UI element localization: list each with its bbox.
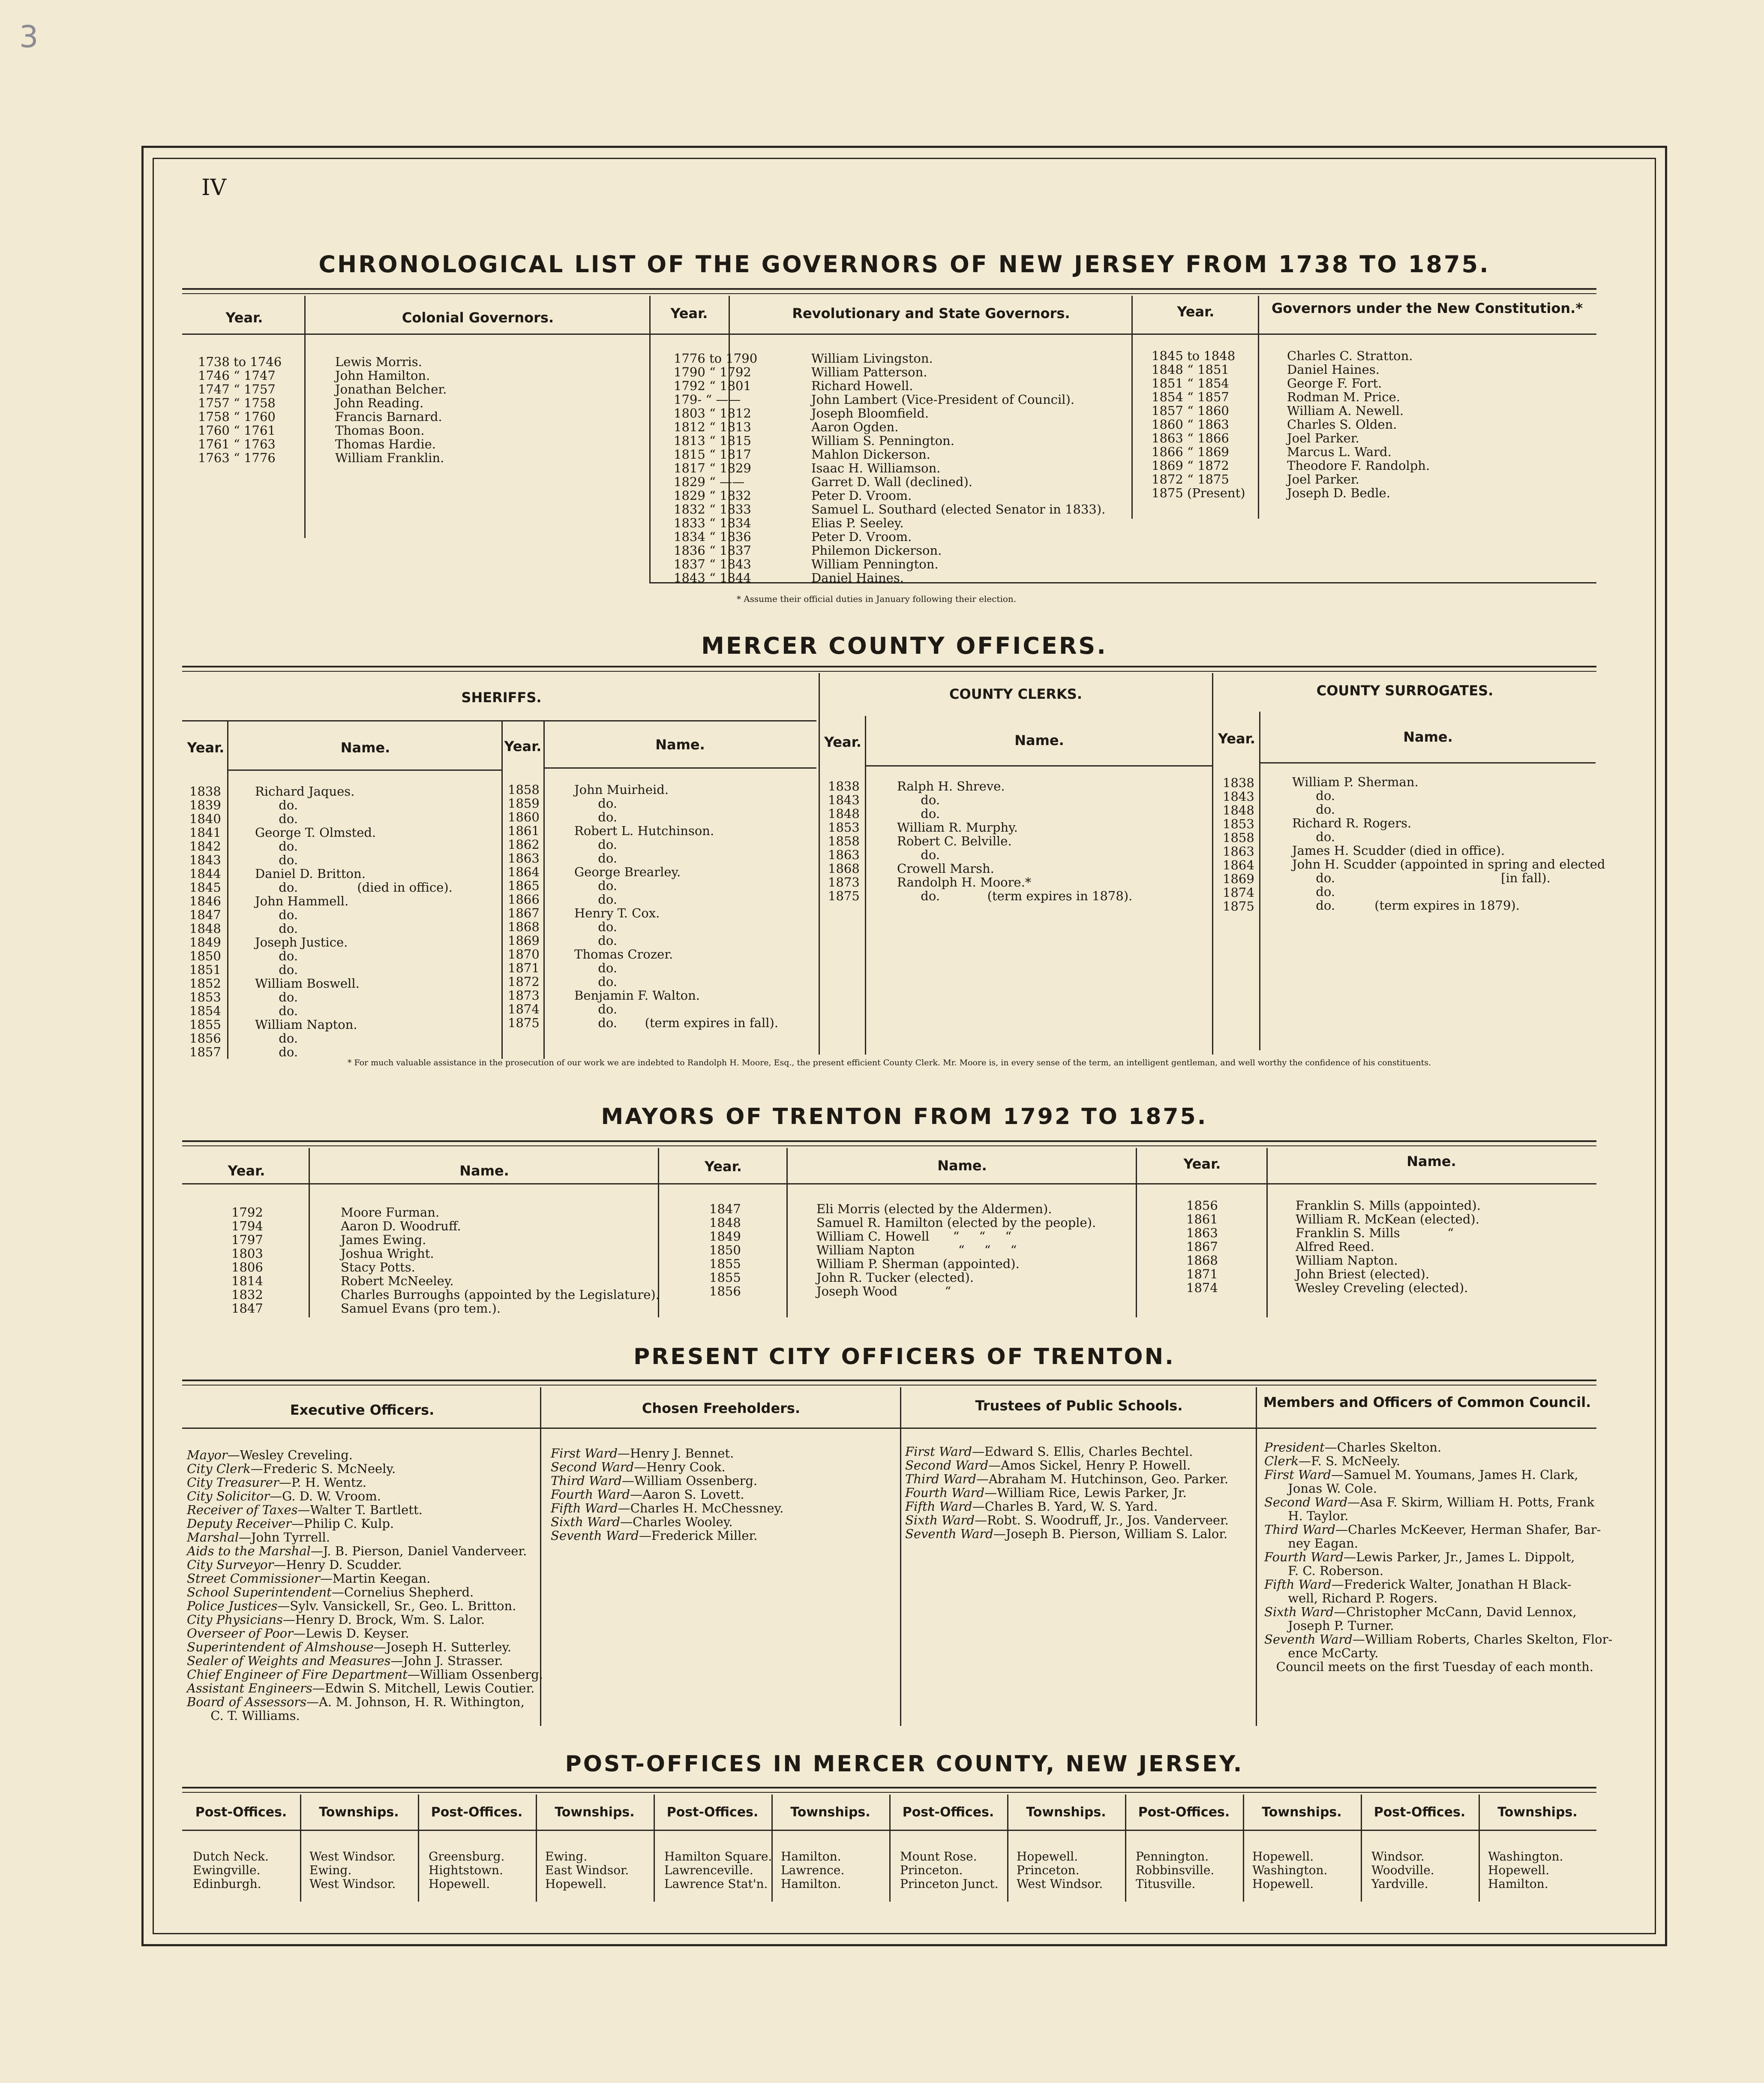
mayors-h-name1: Name.	[459, 1163, 509, 1179]
mercer-divider-surrogates	[1212, 673, 1213, 1055]
gov-h-year3: Year.	[1177, 304, 1215, 320]
city-rule-top2	[182, 1385, 1596, 1386]
colonial-years: 1738 to 1746 1746 “ 1747 1747 “ 1757 1757 “ 1758 1758 “ 1760 1760 “ 1761 1761 “ 1763 1763 “ 1776	[198, 355, 282, 465]
exec-officers-list	[187, 1448, 543, 1722]
office-title: Third Ward	[551, 1473, 622, 1488]
office-title: City Treasurer	[187, 1475, 279, 1490]
trust-entry	[905, 1527, 1229, 1541]
council-entry	[1264, 1632, 1612, 1646]
sheriffs-h-name2: Name.	[655, 736, 705, 753]
sheriffs-name-rule2	[543, 767, 816, 769]
post-office-names: Mount Rose. Princeton. Princeton Junct.	[900, 1849, 999, 1891]
council-entry	[1264, 1578, 1612, 1591]
trust-entry	[905, 1445, 1229, 1458]
townships-header: Townships.	[1026, 1805, 1106, 1820]
office-holder: —Martin Keegan.	[320, 1571, 431, 1586]
sheriffs-years-2: 1858 1859 1860 1861 1862 1863 1864 1865 1866 1867 1868 1869 1870 1871 1872 1873 1874 1875	[508, 782, 540, 1030]
sheriffs-heading: SHERIFFS.	[461, 689, 542, 706]
office-holder: —Charles H. McChessney.	[618, 1501, 784, 1515]
sheriffs-name-rule1	[227, 769, 501, 771]
exec-entry	[187, 1668, 543, 1681]
city-title: PRESENT CITY OFFICERS OF TRENTON.	[633, 1344, 1175, 1370]
office-holder: —Edward S. Ellis, Charles Bechtel.	[972, 1444, 1193, 1459]
mayors-div1	[309, 1148, 310, 1317]
post-offices-header: Post-Offices.	[195, 1805, 287, 1820]
office-title: Seventh Ward	[905, 1527, 993, 1541]
office-holder: —F. S. McNeely.	[1299, 1454, 1401, 1468]
office-title: Street Commissioner	[187, 1571, 320, 1586]
office-title: Receiver of Taxes	[187, 1503, 298, 1517]
office-title: Sixth Ward	[905, 1513, 975, 1527]
council-entry	[1264, 1454, 1612, 1468]
freeholders-heading: Chosen Freeholders.	[642, 1400, 801, 1416]
free-entry	[551, 1515, 783, 1529]
office-title: First Ward	[551, 1446, 618, 1461]
mayors-years-3: 1856 1861 1863 1867 1868 1871 1874	[1186, 1198, 1218, 1295]
mayors-rule-top	[182, 1140, 1596, 1142]
mayors-years-2: 1847 1848 1849 1850 1855 1855 1856	[709, 1202, 741, 1298]
clerks-h-year: Year.	[824, 734, 861, 750]
office-title: Chief Engineer of Fire Department	[187, 1667, 408, 1682]
post-office-names: Pennington. Robbinsville. Titusville.	[1136, 1849, 1215, 1891]
township-names: Hamilton. Lawrence. Hamilton.	[781, 1849, 845, 1891]
governors-title: CHRONOLOGICAL LIST OF THE GOVERNORS OF NEW JERSEY FROM 1738 TO 1875.	[318, 251, 1490, 278]
council-entry	[1264, 1509, 1612, 1523]
council-entry	[1264, 1646, 1612, 1660]
sheriffs-h-year1: Year.	[187, 739, 225, 756]
office-holder: —Lewis D. Keyser.	[293, 1626, 409, 1641]
office-title: First Ward	[905, 1444, 972, 1459]
exec-entry	[187, 1709, 543, 1722]
office-title: Mayor	[187, 1448, 228, 1462]
office-title: City Physicians	[187, 1612, 283, 1627]
office-holder: —Frederick Walter, Jonathan H Black-	[1331, 1577, 1572, 1592]
gov-divider-2	[649, 296, 651, 583]
council-entry	[1264, 1468, 1612, 1482]
office-holder: —Joseph B. Pierson, William S. Lalor.	[993, 1527, 1228, 1541]
sheriffs-h-year2: Year.	[504, 738, 542, 754]
exec-entry	[187, 1544, 543, 1558]
office-title: City Solicitor	[187, 1489, 270, 1503]
office-title: Second Ward	[1264, 1495, 1348, 1509]
townships-header: Townships.	[319, 1805, 399, 1820]
sheriffs-names-1: Richard Jaques. do. do. George T. Olmsted. do. do. Daniel D. Britton. do. (died in office). John Hammell. do. do. Joseph Justice. do. do. William Boswell. do. do. William Napton. do. do.	[255, 784, 453, 1059]
post-title: POST-OFFICES IN MERCER COUNTY, NEW JERSEY.	[565, 1751, 1244, 1777]
office-title: Aids to the Marshal	[187, 1544, 311, 1558]
office-holder: —J. B. Pierson, Daniel Vanderveer.	[310, 1544, 527, 1558]
council-list	[1264, 1440, 1612, 1674]
office-title: Fifth Ward	[905, 1499, 972, 1514]
sheriffs-h-name1: Name.	[340, 739, 390, 756]
trust-entry	[905, 1472, 1229, 1486]
office-title: Fourth Ward	[905, 1485, 985, 1500]
office-holder: Jonas W. Cole.	[1264, 1481, 1377, 1496]
townships-header: Townships.	[555, 1805, 635, 1820]
council-entry	[1264, 1591, 1612, 1605]
surrogates-names: William P. Sherman. do. do. Richard R. Rogers. do. James H. Scudder (died in office). John H. Scudder (appointed in spring and elected do. [in fall). do. do. (term expires in 1879).	[1292, 775, 1605, 913]
surrogates-years: 1838 1843 1848 1853 1858 1863 1864 1869 1874 1875	[1223, 775, 1254, 914]
exec-entry	[187, 1599, 543, 1613]
office-holder: —Robt. S. Woodruff, Jr., Jos. Vanderveer.	[975, 1513, 1229, 1527]
office-title: Seventh Ward	[551, 1528, 639, 1543]
governors-footnote: * Assume their official duties in January following their election.	[736, 594, 1017, 604]
mercer-rule-top	[182, 666, 1596, 667]
township-names: Ewing. East Windsor. Hopewell.	[545, 1849, 629, 1891]
office-holder: —Frederick Miller.	[639, 1528, 758, 1543]
council-entry	[1264, 1482, 1612, 1495]
office-holder: —Asa F. Skirm, William H. Potts, Frank	[1347, 1495, 1595, 1509]
gov-h-year1: Year.	[225, 310, 263, 326]
mayors-h-name2: Name.	[937, 1157, 987, 1174]
new-constitution-names: Charles C. Stratton. Daniel Haines. George F. Fort. Rodman M. Price. William A. Newell. Charles S. Olden. Joel Parker. Marcus L. Ward. Theodore F. Randolph. Joel Parker. Joseph D. Bedle.	[1287, 349, 1430, 500]
office-holder: —Amos Sickel, Henry P. Howell.	[988, 1458, 1191, 1473]
office-title: Second Ward	[551, 1460, 634, 1474]
clerks-h-name: Name.	[1014, 732, 1064, 748]
office-title: City Clerk	[187, 1461, 251, 1476]
office-holder: —Cornelius Shepherd.	[331, 1585, 474, 1599]
office-title: Fifth Ward	[1264, 1577, 1332, 1592]
post-office-names: Dutch Neck. Ewingville. Edinburgh.	[193, 1849, 269, 1891]
state-years: 1776 to 1790 1790 “ 1792 1792 “ 1801 179- “ —— 1803 “ 1812 1812 “ 1813 1813 “ 1815 1815 “ 1817 1817 “ 1829 1829 “ —— 1829 “ 1832 1832 “ 1833 1833 “ 1834 1834 “ 1836 1836 “ 1837 1837 “ 1843 1843 “ 1844	[674, 351, 758, 585]
office-holder: ney Eagan.	[1264, 1536, 1358, 1551]
townships-header: Townships.	[790, 1805, 870, 1820]
mayors-div3	[786, 1148, 788, 1317]
exec-entry	[187, 1448, 543, 1462]
office-holder: —Frederic S. McNeely.	[250, 1461, 396, 1476]
council-entry	[1264, 1564, 1612, 1578]
office-holder: —Wesley Creveling.	[227, 1448, 353, 1462]
mayors-div5	[1266, 1148, 1268, 1317]
post-office-names: Windsor. Woodville. Yardville.	[1371, 1849, 1434, 1891]
office-holder: —P. H. Wentz.	[279, 1475, 367, 1490]
post-offices-header: Post-Offices.	[902, 1805, 994, 1820]
clerks-years: 1838 1843 1848 1853 1858 1863 1868 1873 1875	[828, 779, 860, 903]
exec-entry	[187, 1695, 543, 1709]
new-constitution-years: 1845 to 1848 1848 “ 1851 1851 “ 1854 1854 “ 1857 1857 “ 1860 1860 “ 1863 1863 “ 1866 1866 “ 1869 1869 “ 1872 1872 “ 1875 1875 (Present)	[1152, 349, 1245, 500]
free-entry	[551, 1460, 783, 1474]
trust-entry	[905, 1458, 1229, 1472]
exec-entry	[187, 1489, 543, 1503]
office-title: Deputy Receiver	[187, 1516, 291, 1531]
gov-h-revolutionary: Revolutionary and State Governors.	[792, 305, 1070, 322]
sheriffs-years-1: 1838 1839 1840 1841 1842 1843 1844 1845 1846 1847 1848 1849 1850 1851 1852 1853 1854 1855 1856 1857	[189, 784, 221, 1059]
gov-divider-5	[1258, 296, 1259, 519]
office-holder: —Charles B. Yard, W. S. Yard.	[972, 1499, 1158, 1514]
free-entry	[551, 1474, 783, 1488]
clerks-names: Ralph H. Shreve. do. do. William R. Murphy. Robert C. Belville. do. Crowell Marsh. Randolph H. Moore.* do. (term expires in 1878).	[897, 779, 1133, 903]
office-holder: —William Rice, Lewis Parker, Jr.	[984, 1485, 1187, 1500]
post-offices-header: Post-Offices.	[1138, 1805, 1230, 1820]
exec-entry	[187, 1654, 543, 1668]
mayors-years-1: 1792 1794 1797 1803 1806 1814 1832 1847	[231, 1205, 263, 1316]
office-holder: —Lewis Parker, Jr., James L. Dippolt,	[1344, 1550, 1575, 1564]
mercer-rule-top2	[182, 671, 1596, 672]
governors-rule-top	[182, 288, 1596, 290]
surrogates-name-rule	[1259, 762, 1596, 763]
city-header-rule	[182, 1428, 1596, 1429]
office-holder: —G. D. W. Vroom.	[270, 1489, 381, 1503]
council-entry	[1264, 1550, 1612, 1564]
city-div3	[1256, 1387, 1257, 1726]
post-rule-top2	[182, 1792, 1596, 1793]
trust-entry	[905, 1486, 1229, 1500]
exec-entry	[187, 1585, 543, 1599]
trust-entry	[905, 1513, 1229, 1527]
office-holder: ence McCarty.	[1264, 1646, 1379, 1660]
post-office-names: Hamilton Square. Lawrenceville. Lawrence Stat'n.	[664, 1849, 772, 1891]
office-title: Fourth Ward	[1264, 1550, 1344, 1564]
office-title: Second Ward	[905, 1458, 989, 1473]
surrogates-h-name: Name.	[1403, 729, 1453, 745]
office-title: Superintendent of Almshouse	[187, 1640, 374, 1654]
office-holder: —Henry D. Scudder.	[273, 1557, 402, 1572]
clerks-col-div	[865, 716, 866, 1055]
office-holder: —Samuel M. Youmans, James H. Clark,	[1331, 1467, 1578, 1482]
exec-entry	[187, 1613, 543, 1626]
office-title: Sealer of Weights and Measures	[187, 1653, 391, 1668]
free-entry	[551, 1501, 783, 1515]
mayors-h-year3: Year.	[1183, 1156, 1221, 1172]
mayors-header-rule	[182, 1183, 1596, 1184]
mayors-names-2: Eli Morris (elected by the Aldermen). Samuel R. Hamilton (elected by the people). William C. Howell “ “ “ William Napton “ “ “ William P. Sherman (appointed). John R. Tucker (elected). Joseph Wood “	[816, 1202, 1096, 1298]
exec-entry	[187, 1681, 543, 1695]
colonial-names: Lewis Morris. John Hamilton. Jonathan Belcher. John Reading. Francis Barnard. Thomas Boon. Thomas Hardie. William Franklin.	[335, 355, 447, 465]
exec-entry	[187, 1462, 543, 1476]
office-holder: Joseph P. Turner.	[1264, 1618, 1394, 1633]
mayors-h-name3: Name.	[1407, 1153, 1456, 1169]
mercer-footnote: * For much valuable assistance in the prosecution of our work we are indebted to Randolph H. Moore, Esq., the present efficient County Clerk. Mr. Moore is, in every sense of the term, an intelligent gentleman, and well worthy the confidence of his constituents.	[347, 1058, 1431, 1067]
exec-entry	[187, 1530, 543, 1544]
office-holder: —Charles Wooley.	[620, 1515, 733, 1529]
office-title: Overseer of Poor	[187, 1626, 294, 1641]
council-entry	[1264, 1495, 1612, 1509]
office-title: School Superintendent	[187, 1585, 332, 1599]
council-entry	[1264, 1536, 1612, 1550]
exec-heading: Executive Officers.	[290, 1402, 435, 1418]
trust-entry	[905, 1500, 1229, 1513]
township-names: Hopewell. Princeton. West Windsor.	[1017, 1849, 1103, 1891]
gov-h-colonial: Colonial Governors.	[402, 310, 554, 326]
sheriffs-names-2: John Muirheid. do. do. Robert L. Hutchinson. do. do. George Brearley. do. do. Henry T. Cox. do. do. Thomas Crozer. do. do. Benjamin F. Walton. do. do. (term expires in fall).	[574, 782, 779, 1030]
office-title: Third Ward	[1264, 1522, 1335, 1537]
office-holder: —Sylv. Vansickell, Sr., Geo. L. Britton.	[277, 1599, 516, 1613]
surrogates-h-year: Year.	[1218, 730, 1255, 747]
sheriffs-col-div3	[543, 720, 545, 1059]
gov-divider-4	[1131, 296, 1133, 519]
exec-entry	[187, 1572, 543, 1585]
mayors-title: MAYORS OF TRENTON FROM 1792 TO 1875.	[601, 1104, 1208, 1130]
post-rule-top	[182, 1787, 1596, 1788]
city-div2	[900, 1387, 901, 1726]
office-holder: well, Richard P. Rogers.	[1264, 1591, 1438, 1605]
state-names: William Livingston. William Patterson. Richard Howell. John Lambert (Vice-President of Council). Joseph Bloomfield. Aaron Ogden. William S. Pennington. Mahlon Dickerson. Isaac H. Williamson. Garret D. Wall (declined). Peter D. Vroom. Samuel L. Southard (elected Senator in 1833). Elias P. Seeley. Peter D. Vroom. Philemon Dickerson. William Pennington. Daniel Haines.	[811, 351, 1106, 585]
freeholders-list	[551, 1446, 783, 1542]
office-holder: —Edwin S. Mitchell, Lewis Coutier.	[312, 1681, 535, 1695]
township-names: Washington. Hopewell. Hamilton.	[1488, 1849, 1563, 1891]
mayors-names-3: Franklin S. Mills (appointed). William R. McKean (elected). Franklin S. Mills “ Alfred Reed. William Napton. John Briest (elected). Wesley Creveling (elected).	[1296, 1198, 1481, 1295]
mercer-divider-clerks	[819, 673, 820, 1055]
office-title: Board of Assessors	[187, 1695, 306, 1709]
office-title: Clerk	[1264, 1454, 1299, 1468]
council-entry	[1264, 1619, 1612, 1632]
exec-entry	[187, 1503, 543, 1517]
free-entry	[551, 1529, 783, 1542]
office-holder: —Henry D. Brock, Wm. S. Lalor.	[282, 1612, 485, 1627]
council-entry	[1264, 1660, 1612, 1674]
post-offices-header: Post-Offices.	[1374, 1805, 1466, 1820]
township-names: West Windsor. Ewing. West Windsor.	[309, 1849, 396, 1891]
city-rule-top	[182, 1380, 1596, 1381]
office-title: Sixth Ward	[1264, 1605, 1334, 1619]
gov-bottom-rule	[649, 582, 1596, 583]
office-title: Seventh Ward	[1264, 1632, 1353, 1647]
post-office-names: Greensburg. Hightstown. Hopewell.	[429, 1849, 505, 1891]
sheriffs-subrule	[182, 720, 816, 721]
office-holder: —Aaron S. Lovett.	[630, 1487, 744, 1502]
office-holder: —William Roberts, Charles Skelton, Flor-	[1352, 1632, 1613, 1647]
office-holder: —William Ossenberg.	[621, 1473, 758, 1488]
trustees-heading: Trustees of Public Schools.	[975, 1398, 1183, 1414]
office-holder: —Philip C. Kulp.	[291, 1516, 394, 1531]
exec-entry	[187, 1558, 543, 1572]
office-holder: —Henry Cook.	[634, 1460, 726, 1474]
office-holder: —Charles McKeever, Herman Shafer, Bar-	[1335, 1522, 1601, 1537]
office-title: President	[1264, 1440, 1325, 1455]
office-title: Marshal	[187, 1530, 239, 1545]
free-entry	[551, 1488, 783, 1501]
sheriffs-col-div2	[501, 720, 503, 1059]
office-holder: —John Tyrrell.	[238, 1530, 330, 1545]
surrogates-heading: COUNTY SURROGATES.	[1316, 682, 1494, 699]
gov-divider-1	[304, 296, 306, 538]
governors-rule-top2	[182, 293, 1596, 294]
office-holder: F. C. Roberson.	[1264, 1563, 1384, 1578]
office-holder: —Henry J. Bennet.	[618, 1446, 734, 1461]
mayors-div4	[1136, 1148, 1137, 1317]
office-holder: —A. M. Johnson, H. R. Withington,	[306, 1695, 525, 1709]
office-title: Third Ward	[905, 1472, 976, 1486]
sheriffs-col-div1	[227, 720, 228, 1059]
office-holder: H. Taylor.	[1264, 1509, 1349, 1523]
council-entry	[1264, 1523, 1612, 1536]
clerks-name-rule	[865, 765, 1212, 766]
exec-entry	[187, 1517, 543, 1530]
office-holder: —Joseph H. Sutterley.	[373, 1640, 512, 1654]
office-title: City Surveyor	[187, 1557, 274, 1572]
council-heading: Members and Officers of Common Council.	[1263, 1394, 1591, 1410]
office-title: Sixth Ward	[551, 1515, 621, 1529]
exec-entry	[187, 1640, 543, 1654]
free-entry	[551, 1446, 783, 1460]
post-offices-header: Post-Offices.	[666, 1805, 759, 1820]
mayors-h-year2: Year.	[705, 1158, 742, 1175]
office-title: Assistant Engineers	[187, 1681, 312, 1695]
exec-entry	[187, 1626, 543, 1640]
mayors-names-1: Moore Furman. Aaron D. Woodruff. James Ewing. Joshua Wright. Stacy Potts. Robert McNeeley. Charles Burroughs (appointed by the Legislature). Samuel Evans (pro tem.).	[341, 1205, 660, 1316]
corner-pencil-mark: 3	[19, 19, 39, 54]
trustees-list	[905, 1445, 1229, 1541]
mercer-title: MERCER COUNTY OFFICERS.	[701, 632, 1107, 659]
office-holder: —Charles Skelton.	[1324, 1440, 1442, 1455]
office-holder: Council meets on the first Tuesday of each month.	[1264, 1659, 1593, 1674]
office-title: Fourth Ward	[551, 1487, 630, 1502]
gov-h-constitution: Governors under the New Constitution.*	[1271, 300, 1583, 316]
office-holder: C. T. Williams.	[187, 1708, 300, 1723]
council-entry	[1264, 1440, 1612, 1454]
gov-h-year2: Year.	[670, 305, 708, 322]
page-number: IV	[201, 175, 227, 201]
mayors-rule-top2	[182, 1145, 1596, 1146]
office-holder: —Christopher McCann, David Lennox,	[1334, 1605, 1577, 1619]
office-title: Police Justices	[187, 1599, 278, 1613]
office-holder: —John J. Strasser.	[390, 1653, 503, 1668]
office-holder: —Abraham M. Hutchinson, Geo. Parker.	[976, 1472, 1229, 1486]
gov-header-rule	[182, 334, 1596, 335]
office-holder: —William Ossenberg.	[407, 1667, 543, 1682]
council-entry	[1264, 1605, 1612, 1619]
office-title: Fifth Ward	[551, 1501, 618, 1515]
clerks-heading: COUNTY CLERKS.	[949, 686, 1082, 702]
office-holder: —Walter T. Bartlett.	[297, 1503, 423, 1517]
townships-header: Townships.	[1497, 1805, 1578, 1820]
townships-header: Townships.	[1262, 1805, 1342, 1820]
exec-entry	[187, 1476, 543, 1489]
mayors-h-year1: Year.	[228, 1163, 265, 1179]
office-title: First Ward	[1264, 1467, 1332, 1482]
post-offices-header: Post-Offices.	[431, 1805, 523, 1820]
township-names: Hopewell. Washington. Hopewell.	[1252, 1849, 1328, 1891]
